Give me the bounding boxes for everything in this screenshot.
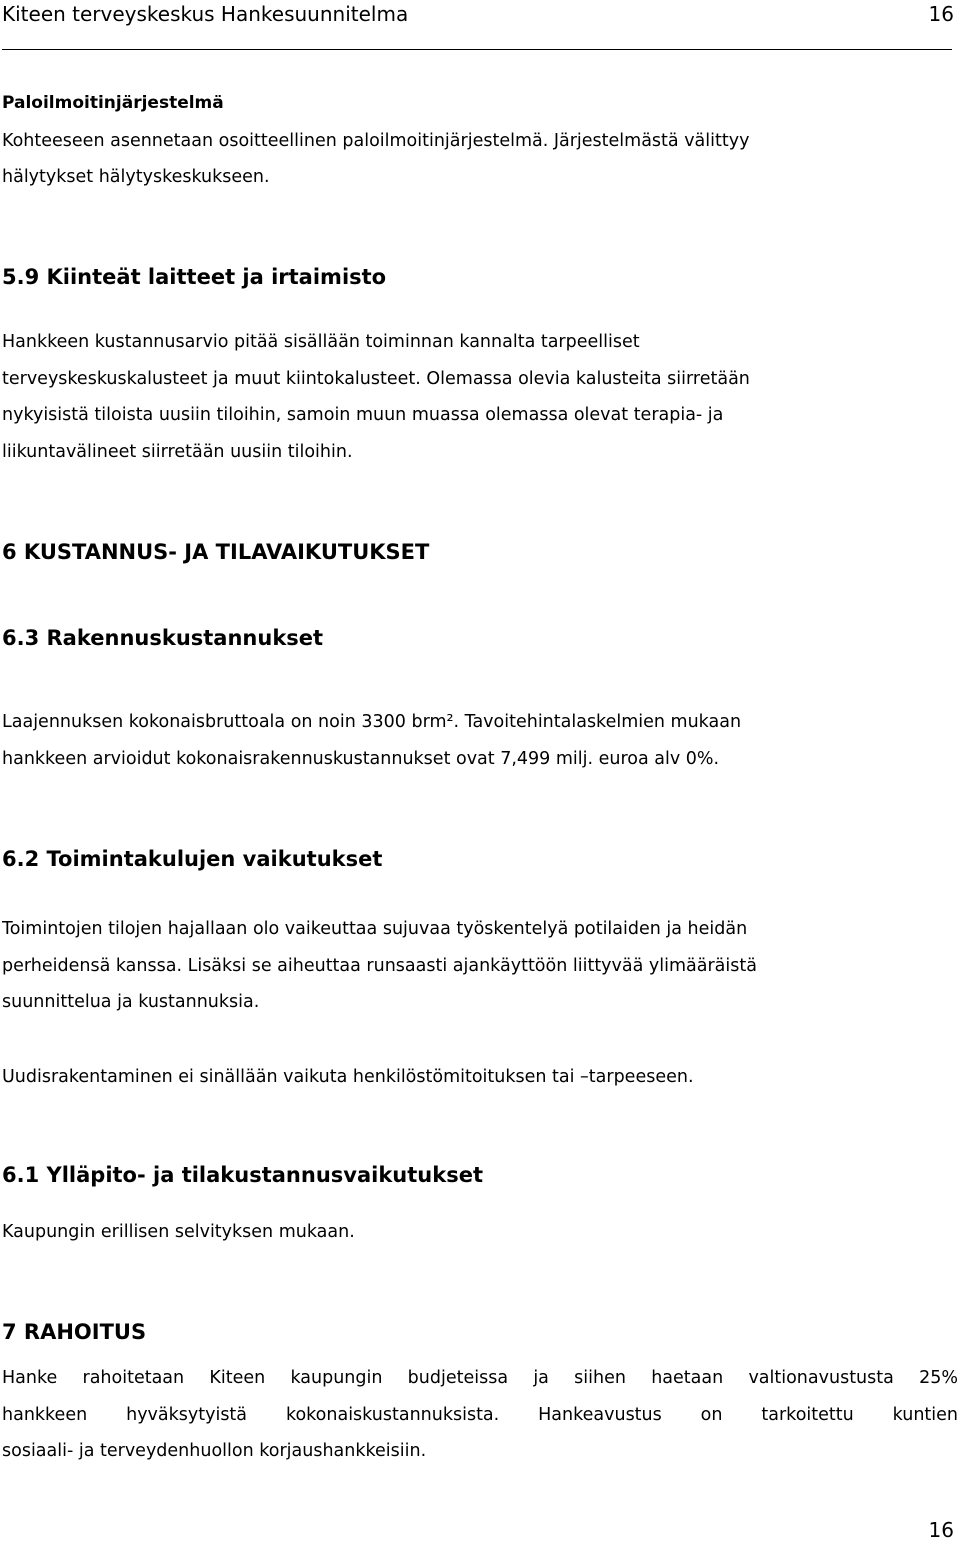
paragraph-line: sosiaali- ja terveydenhuollon korjaushankkeisiin. [2, 1441, 427, 1461]
paragraph-line: suunnittelua ja kustannuksia. [2, 992, 260, 1012]
paragraph-line: hälytykset hälytyskeskukseen. [2, 167, 270, 187]
footer-page-number: 16 [928, 1518, 954, 1542]
section-heading-construction-costs: 6.3 Rakennuskustannukset [2, 626, 324, 650]
paragraph-line: Uudisrakentaminen ei sinällään vaikuta henkilöstömitoituksen tai –tarpeeseen. [2, 1067, 694, 1087]
paragraph-line: Kaupungin erillisen selvityksen mukaan. [2, 1222, 355, 1242]
header-divider [2, 49, 952, 50]
chapter-heading-cost-space: 6 KUSTANNUS- JA TILAVAIKUTUKSET [2, 540, 430, 564]
paragraph-line-justified: hankkeen hyväksytyistä kokonaiskustannuksista. Hankeavustus on tarkoitettu kuntien [2, 1405, 958, 1425]
paragraph-line: nykyisistä tiloista uusiin tiloihin, samoin muun muassa olemassa olevat terapia- ja [2, 405, 724, 425]
paragraph-line: hankkeen arvioidut kokonaisrakennuskustannukset ovat 7,499 milj. euroa alv 0%. [2, 749, 720, 769]
paragraph-line: Toimintojen tilojen hajallaan olo vaikeuttaa sujuvaa työskentelyä potilaiden ja heidän [2, 919, 748, 939]
running-header-page-number: 16 [928, 2, 954, 26]
section-heading-fire-alarm: Paloilmoitinjärjestelmä [2, 93, 224, 113]
paragraph-line-justified: Hanke rahoitetaan Kiteen kaupungin budjeteissa ja siihen haetaan valtionavustusta 25% [2, 1368, 958, 1388]
running-header-title: Kiteen terveyskeskus Hankesuunnitelma [2, 2, 409, 26]
paragraph-line: Laajennuksen kokonaisbruttoala on noin 3300 brm². Tavoitehintalaskelmien mukaan [2, 712, 742, 732]
section-heading-operating-costs: 6.2 Toimintakulujen vaikutukset [2, 847, 383, 871]
section-heading-maintenance: 6.1 Ylläpito- ja tilakustannusvaikutukset [2, 1163, 483, 1187]
paragraph-line: perheidensä kanssa. Lisäksi se aiheuttaa runsaasti ajankäyttöön liittyvää ylimääräistä [2, 956, 757, 976]
paragraph-line: liikuntavälineet siirretään uusiin tiloihin. [2, 442, 353, 462]
paragraph-line: terveyskeskuskalusteet ja muut kiintokalusteet. Olemassa olevia kalusteita siirretään [2, 369, 750, 389]
section-heading-fixtures: 5.9 Kiinteät laitteet ja irtaimisto [2, 265, 387, 289]
paragraph-line: Kohteeseen asennetaan osoitteellinen paloilmoitinjärjestelmä. Järjestelmästä välittyy [2, 131, 750, 151]
chapter-heading-funding: 7 RAHOITUS [2, 1320, 147, 1344]
paragraph-line: Hankkeen kustannusarvio pitää sisällään toiminnan kannalta tarpeelliset [2, 332, 640, 352]
